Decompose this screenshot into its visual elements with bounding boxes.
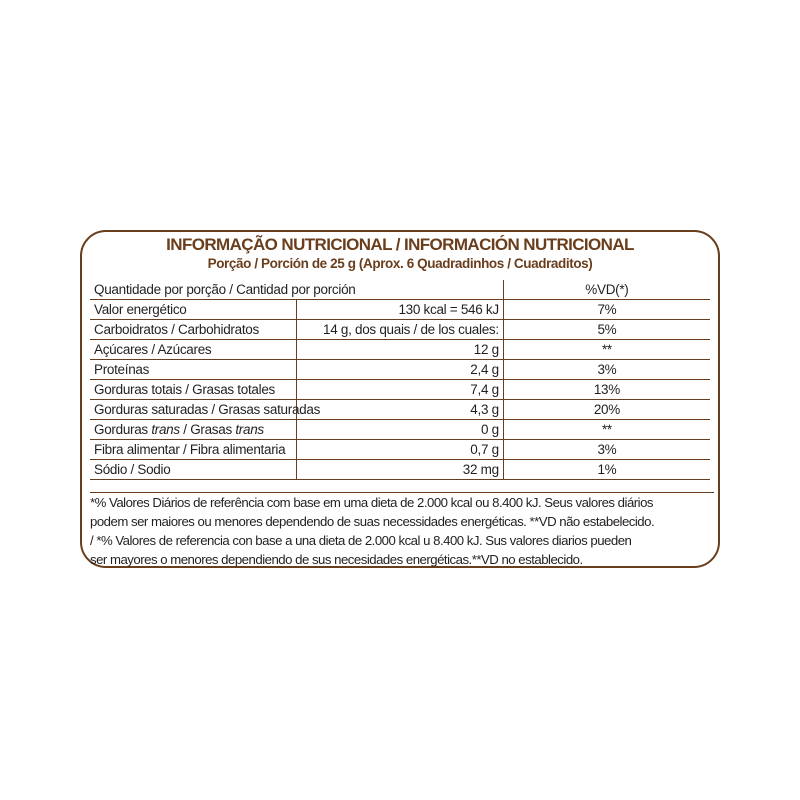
- nutrient-name: Valor energético: [90, 300, 297, 320]
- nutrition-table: [90, 280, 710, 480]
- nutrient-name: [90, 420, 297, 440]
- nutrient-amount: 7,4 g: [297, 380, 504, 400]
- quantity-header: Quantidade por porção / Cantidad por porción: [90, 280, 503, 300]
- nutrient-amount: 4,3 g: [297, 400, 504, 420]
- nutrient-name: Proteínas: [90, 360, 297, 380]
- table-row: [90, 320, 710, 340]
- nutrient-name: Carboidratos / Carbohidratos: [90, 320, 297, 340]
- nutrient-vd: 3%: [503, 360, 710, 380]
- label-title: INFORMAÇÃO NUTRICIONAL / INFORMACIÓN NUTRICIONAL: [166, 235, 634, 254]
- table-row: [90, 380, 710, 400]
- nutrient-amount: 32 mg: [297, 460, 504, 480]
- nutrient-name: Açúcares / Azúcares: [90, 340, 297, 360]
- nutrient-amount: 130 kcal = 546 kJ: [297, 300, 504, 320]
- table-row: [90, 300, 710, 320]
- nutrient-vd: 20%: [503, 400, 710, 420]
- nutrient-vd: **: [503, 340, 710, 360]
- table-header-row: [90, 280, 710, 300]
- nutrient-vd: **: [503, 420, 710, 440]
- nutrient-amount: 0 g: [297, 420, 504, 440]
- footnote-line: / *% Valores de referencia con base a una dieta de 2.000 kcal u 8.400 kJ. Sus valores diarios pueden: [90, 533, 632, 548]
- nutrition-facts-label: [80, 230, 720, 568]
- nutrient-vd: 1%: [503, 460, 710, 480]
- nutrient-name: Sódio / Sodio: [90, 460, 297, 480]
- nutrient-vd: 5%: [503, 320, 710, 340]
- name-middle: / Grasas: [179, 422, 236, 437]
- nutrient-amount: 14 g, dos quais / de los cuales:: [297, 320, 504, 340]
- table-row: [90, 460, 710, 480]
- table-row: [90, 360, 710, 380]
- table-row: [90, 420, 710, 440]
- nutrient-amount: 12 g: [297, 340, 504, 360]
- nutrient-vd: 13%: [503, 380, 710, 400]
- footnote-line: podem ser maiores ou menores dependendo de suas necessidades energéticas. **VD não estabelecido.: [90, 514, 655, 529]
- nutrient-name: Fibra alimentar / Fibra alimentaria: [90, 440, 297, 460]
- table-row: [90, 340, 710, 360]
- nutrient-vd: 3%: [503, 440, 710, 460]
- table-row: [90, 440, 710, 460]
- nutrient-amount: 0,7 g: [297, 440, 504, 460]
- nutrient-vd: 7%: [503, 300, 710, 320]
- portion-size: Porção / Porción de 25 g (Aprox. 6 Quadradinhos / Cuadraditos): [207, 256, 593, 271]
- footnote-line: ser mayores o menores dependiendo de sus necesidades energéticas.**VD no establecido.: [90, 552, 583, 567]
- nutrient-amount: 2,4 g: [297, 360, 504, 380]
- footnote-line: *% Valores Diários de referência com base em uma dieta de 2.000 kcal ou 8.400 kJ. Seus valores diários: [90, 492, 714, 512]
- nutrient-name: Gorduras saturadas / Grasas saturadas: [90, 400, 297, 420]
- name-prefix: Gorduras: [94, 422, 152, 437]
- table-row: [90, 400, 710, 420]
- footnote: [90, 492, 714, 569]
- vd-header: %VD(*): [503, 280, 710, 300]
- name-italic: trans: [151, 422, 180, 437]
- nutrient-name: Gorduras totais / Grasas totales: [90, 380, 297, 400]
- name-italic-2: trans: [235, 422, 264, 437]
